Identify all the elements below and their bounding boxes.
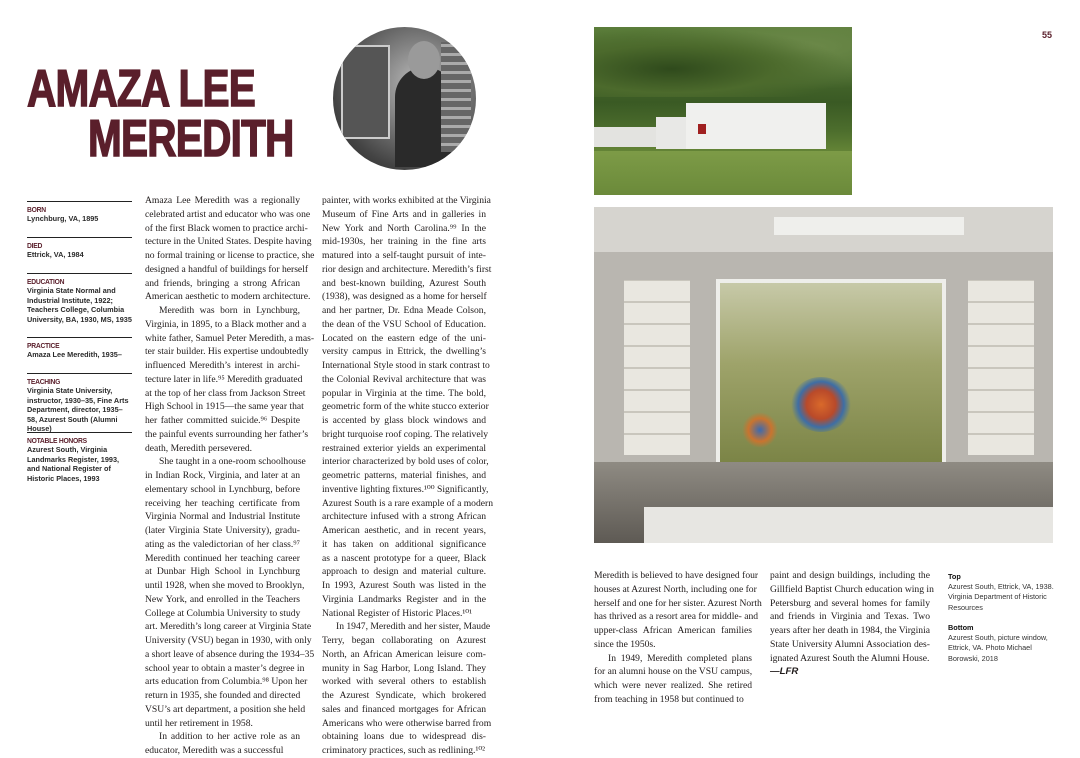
sidebar-fact-education	[27, 273, 132, 324]
fact-label: EDUCATION	[27, 277, 65, 286]
text-line: geometric patterns, material finishes, and	[322, 470, 486, 481]
fact-label: NOTABLE HONORS	[27, 436, 87, 445]
text-line: In 1993, Azurest South was listed in the	[322, 580, 486, 591]
text-line: Terry, began collaborating on Azurest	[322, 635, 486, 646]
sidebar-fact-died	[27, 237, 132, 260]
text-line: tecture later in life.⁹⁵ Meredith graduated	[145, 373, 303, 385]
text-line: architecture infused with a strong African	[322, 511, 486, 523]
divider	[27, 373, 132, 374]
text-line: paint and design buildings, including the	[770, 570, 930, 581]
text-line: has thrived as a resort area for middle- and	[594, 611, 759, 623]
text-line: white father, Samuel Peter Meredith, a mas-	[145, 332, 315, 344]
fact-value: Virginia State University, instructor, 1930–35, Fine Arts Department, director, 1935–58, Azurest South (Alumni House)	[27, 386, 129, 433]
text-line: sales and financed mortgages for African	[322, 703, 486, 715]
text-line: American aesthetic to modern architecture.	[145, 291, 311, 303]
text-line: Azurest South is a rare example of a modern	[322, 497, 494, 509]
text-line: In addition to her active role as an	[159, 731, 300, 743]
text-line: (1938), was designed as a home for herself	[322, 291, 487, 303]
text-line: Virginia, in 1895, to a Black mother and a	[145, 318, 307, 330]
text-line: New York, and enrolled in the Teachers	[145, 593, 300, 605]
fact-label: DIED	[27, 241, 43, 250]
text-line: Meredith was born in Lynchburg,	[159, 305, 300, 316]
text-line: Located on the eastern edge of the uni-	[322, 332, 486, 344]
text-line: Meredith continued her teaching career	[145, 552, 300, 564]
text-line: tecture in the United States. Despite having	[145, 236, 312, 248]
text-line: College at Columbia University to study	[145, 607, 301, 619]
text-line: worked with several others to establish	[322, 676, 486, 688]
text-line: State University Alumni Association des-	[770, 638, 930, 650]
text-line: popular in Virginia at the time. The bold,	[322, 387, 486, 399]
text-line: which were never realized. She retired	[594, 680, 752, 691]
text-line: since the 1950s.	[594, 638, 656, 650]
text-line: arts education from Columbia.⁹⁸ Upon her	[145, 676, 308, 688]
text-line: approach to design and material culture.	[322, 566, 486, 578]
text-line: munity in Sag Harbor, Long Island. They	[322, 662, 486, 674]
text-line: mid-1930s, her training in the fine arts	[322, 236, 486, 248]
text-line: Museum of Fine Arts and in galleries in	[322, 208, 486, 220]
text-line: American aesthetic, and in recent years,	[322, 525, 486, 536]
text-line: matured into a self-taught pursuit of inte-	[322, 250, 486, 261]
caption-bottom	[948, 623, 1058, 664]
text-line: and friends in Virginia and Texas. Two	[770, 611, 930, 623]
text-line: at the top of her class from Jackson Street	[145, 387, 306, 399]
sidebar-fact-practice	[27, 337, 132, 360]
fact-label: PRACTICE	[27, 341, 60, 350]
text-line: from teaching in 1958 but continued to	[594, 693, 744, 705]
body-column-1	[145, 194, 315, 758]
caption-bottom-text: Azurest South, picture window, Ettrick, VA. Photo Michael Borowski, 2018	[948, 633, 1048, 663]
text-line: as a nascent prototype for a queer, Black	[322, 552, 486, 564]
text-line: herself and one for her sister. Azurest North	[594, 597, 762, 609]
text-line: International Style stood in stark contrast to	[322, 360, 490, 371]
caption-top	[948, 572, 1058, 613]
body-column-4	[770, 569, 934, 679]
text-line: In 1947, Meredith and her sister, Maude	[336, 621, 491, 633]
text-line: (later Virginia State University), gradu-	[145, 525, 300, 536]
divider	[27, 432, 132, 433]
fact-value: Amaza Lee Meredith, 1935–	[27, 350, 122, 359]
text-line: return in 1935, she founded and directed	[145, 690, 301, 701]
text-line: ter stair builder. His expertise undoubtedly	[145, 346, 309, 358]
fact-value: Azurest South, Virginia Landmarks Register, 1993, and National Register of Historic Places, 1993	[27, 445, 120, 483]
fact-value: Ettrick, VA, 1984	[27, 250, 84, 259]
text-line: at Dunbar High School in Lynchburg	[145, 566, 300, 578]
portrait-photo	[333, 27, 476, 170]
text-line: Meredith is believed to have designed four	[594, 570, 759, 581]
text-line: ating as the valedictorian of her class.⁹⁷	[145, 538, 300, 550]
divider	[27, 273, 132, 274]
text-line: versity campus in Ettrick, the dwelling’s	[322, 346, 486, 358]
text-line: obtaining loans due to widespread dis-	[322, 731, 486, 743]
text-line: for an alumni house on the VSU campus,	[594, 666, 753, 678]
text-line: receiving her teaching certificate from	[145, 497, 300, 509]
text-line: inventive lighting fixtures.¹⁰⁰ Significantly,	[322, 483, 489, 495]
caption-top-label: Top	[948, 572, 961, 581]
fact-label: TEACHING	[27, 377, 61, 386]
fact-label: BORN	[27, 205, 46, 214]
text-line: and her partner, Dr. Edna Meade Colson,	[322, 305, 486, 316]
text-line: ignated Azurest South the Alumni House.	[770, 652, 930, 664]
divider	[27, 337, 132, 338]
text-line: geometric form of the white stucco exterior	[322, 401, 489, 413]
text-line: her father committed suicide.⁹⁶ Despite	[145, 415, 300, 426]
text-line: of the first Black women to practice archi-	[145, 222, 308, 234]
caption-top-text: Azurest South, Ettrick, VA, 1938. Virginia Department of Historic Resources	[948, 582, 1054, 612]
text-line: North, an African American leisure com-	[322, 648, 486, 660]
text-line: painter, with works exhibited at the Virginia	[322, 195, 491, 206]
azurest-south-exterior-photo	[594, 27, 852, 195]
text-line: a short leave of absence during the 1934–35	[145, 648, 315, 660]
text-line: Gillfield Baptist Church education wing in	[770, 583, 934, 595]
text-line: influenced Meredith’s interest in archi-	[145, 360, 300, 371]
picture-window-interior-photo	[594, 207, 1053, 543]
text-line: until her retirement in 1958.	[145, 717, 253, 729]
text-line: New York and North Carolina.⁹⁹ In the	[322, 222, 486, 234]
text-line: and best-known building, Azurest South	[322, 277, 486, 289]
text-line: Amaza Lee Meredith was a regionally	[145, 195, 300, 206]
text-line: In 1949, Meredith completed plans	[608, 652, 752, 664]
text-line: it has taken on additional significance	[322, 538, 486, 550]
text-line: designed a handful of buildings for herself	[145, 263, 309, 275]
page-title-line2: MEREDITH	[88, 110, 294, 168]
body-column-2	[322, 194, 494, 758]
text-line: She taught in a one-room schoolhouse	[159, 456, 306, 468]
text-line: celebrated artist and educator who was one	[145, 208, 311, 220]
text-line: no formal training or license to practice, she	[145, 250, 315, 261]
text-line: until 1928, when she moved to Brooklyn,	[145, 580, 305, 591]
text-line: Virginia Normal and Industrial Institute	[145, 511, 300, 523]
text-line: rior design and architecture. Meredith’s first	[322, 263, 492, 275]
text-line: High School in 1915—the same year that	[145, 401, 304, 413]
text-line: restrained exterior yields an experimental	[322, 442, 486, 454]
text-line: years after her death in 1984, the Virginia	[770, 625, 930, 636]
page-title-line1: AMAZA LEE	[27, 60, 256, 118]
caption-bottom-label: Bottom	[948, 623, 974, 632]
text-line: Petersburg and several homes for family	[770, 597, 930, 609]
text-line: the Colonial Revival architecture that was	[322, 373, 486, 385]
text-line: Americans who were otherwise barred from	[322, 717, 492, 729]
page-number: 55	[1042, 30, 1053, 40]
text-line: elementary school in Lynchburg, before	[145, 483, 300, 495]
text-line: upper-class African American families	[594, 625, 752, 636]
text-line: interior characterized by bold uses of color,	[322, 456, 489, 468]
text-line: the Azurest Syndicate, which brokered	[322, 690, 486, 701]
text-line: educator, Meredith was a successful	[145, 745, 284, 756]
sidebar-fact-teaching	[27, 373, 132, 434]
text-line: bright turquoise roof coping. The relatively	[322, 428, 489, 440]
text-line: the painful events surrounding her father’s	[145, 428, 309, 440]
fact-value: Lynchburg, VA, 1895	[27, 214, 99, 223]
text-line: is accented by glass block windows and	[322, 415, 486, 426]
text-line: the dean of the VSU School of Education.	[322, 318, 486, 330]
text-line: criminatory practices, such as redlining.¹⁰²	[322, 745, 486, 756]
text-line: and friends, bringing a strong African	[145, 277, 300, 289]
sidebar-fact-notable-honors	[27, 432, 132, 483]
text-line: VSU’s art department, a position she held	[145, 703, 306, 715]
author-signature: —LFR	[770, 666, 799, 678]
divider	[27, 237, 132, 238]
fact-value: Virginia State Normal and Industrial Institute, 1922; Teachers College, Columbia University, BA, 1930, MS, 1935	[27, 286, 132, 324]
text-line: school year to obtain a master’s degree in	[145, 662, 305, 674]
text-line: art. Meredith’s long career at Virginia State	[145, 621, 312, 633]
text-line: National Register of Historic Places.¹⁰¹	[322, 607, 473, 619]
text-line: death, Meredith persevered.	[145, 442, 253, 454]
text-line: Virginia Landmarks Register and in the	[322, 593, 486, 605]
text-line: in Indian Rock, Virginia, and later at an	[145, 470, 300, 481]
body-column-3	[594, 569, 762, 707]
divider	[27, 201, 132, 202]
sidebar-fact-born	[27, 201, 132, 224]
text-line: University (VSU) began in 1930, with only	[145, 635, 312, 646]
text-line: houses at Azurest North, including one for	[594, 583, 757, 595]
